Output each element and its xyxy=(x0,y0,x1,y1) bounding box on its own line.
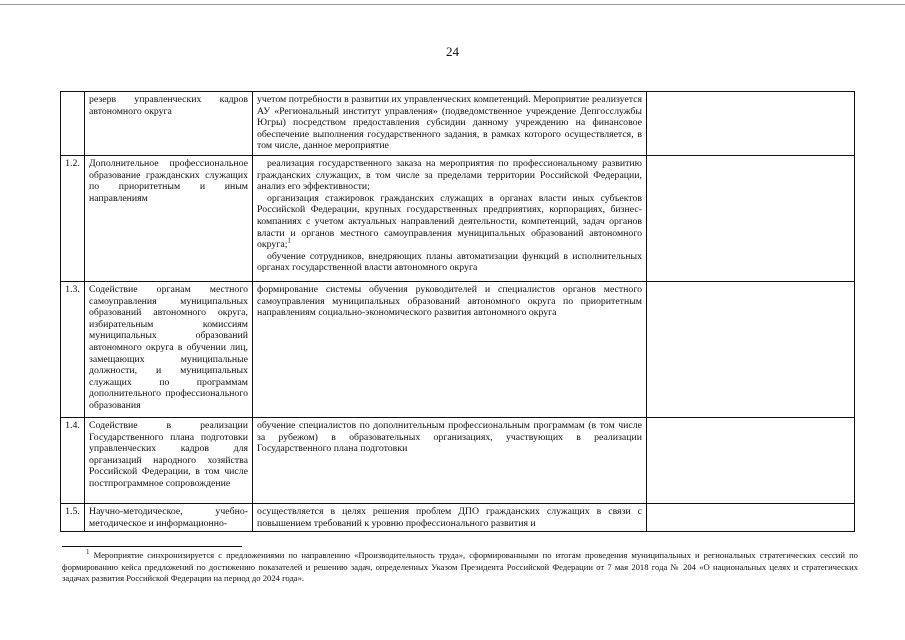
activity-description xyxy=(253,504,647,532)
empty-cell xyxy=(647,92,855,156)
table-row xyxy=(61,282,855,418)
footnote-text: Мероприятие синхронизируется с предложениями по направлению «Производительность труда», сформированными по итогам проведения муниципальных и региональных стратегических сессий по формированию кейса предложений по достижению показателей и решению задач, определенных Указом Президента Российской Федерации от 7 мая 2018 года № 204 «О национальных целях и стратегических задачах развития Российской Федерации на период до 2024 года». xyxy=(62,550,858,583)
row-number: 1.5. xyxy=(61,504,85,532)
table-row xyxy=(61,418,855,504)
table-row xyxy=(61,92,855,156)
description-paragraph: реализация государственного заказа на мероприятия по профессиональному развитию гражданских служащих, в том числе за пределами территории Российской Федерации, анализ его эффективности; xyxy=(257,158,642,193)
activity-description xyxy=(253,282,647,418)
top-edge-line xyxy=(0,4,905,5)
activity-name: резерв управленческих кадров автономного округа xyxy=(85,92,253,156)
description-paragraph: учетом потребности в развитии их управленческих компетенций. Мероприятие реализуется АУ «Региональный институт управления» (подведомственное учреждение Депгосслужбы Югры) посредством предоставления субсидии данному учреждению на финансовое обеспечение выполнения государственного задания, в рамках которого осуществляется, в том числе, данное мероприятие xyxy=(257,94,642,152)
activity-name: Содействие в реализации Государственного плана подготовки управленческих кадров для организаций народного хозяйства Российской Федерации, в том числе постпрограммное сопровождение xyxy=(85,418,253,504)
description-paragraph: обучение сотрудников, внедряющих планы автоматизации функций в исполнительных органах государственной власти автономного округа xyxy=(257,250,642,274)
table-row xyxy=(61,504,855,532)
row-number: 1.4. xyxy=(61,418,85,504)
footnote-separator xyxy=(62,546,242,547)
row-number: 1.2. xyxy=(61,156,85,282)
description-paragraph: формирование системы обучения руководителей и специалистов органов местного самоуправления муниципальных образований автономного округа по приоритетным направлениям социально-экономического развития автономного округа xyxy=(257,284,642,319)
empty-cell xyxy=(647,418,855,504)
empty-cell xyxy=(647,504,855,532)
description-paragraph: обучение специалистов по дополнительным профессиональным программам (в том числе за рубежом) в образовательных организациях, участвующих в реализации Государственного плана подготовки xyxy=(257,420,642,455)
activity-description xyxy=(253,92,647,156)
activity-name: Научно-методическое, учебно-методическое и информационно- xyxy=(85,504,253,532)
empty-cell xyxy=(647,156,855,282)
footnote xyxy=(62,550,858,585)
description-text: организация стажировок гражданских служащих в органах власти иных субъектов Российской Федерации, крупных государственных предприятиях, корпорациях, бизнес-компаниях с учетом актуальных направлений деятельности, компетенций, задач органов власти и органов местного самоуправления муниципальных образований автономного округа; xyxy=(257,192,642,251)
activity-description xyxy=(253,156,647,282)
row-number: 1.3. xyxy=(61,282,85,418)
activity-name: Дополнительное профессиональное образование гражданских служащих по приоритетным и иным направлениям xyxy=(85,156,253,282)
footnote-reference: 1 xyxy=(287,236,291,245)
description-paragraph xyxy=(257,193,642,251)
activity-name: Содействие органам местного самоуправления муниципальных образований автономного округа, избирательным комиссиям муниципальных образований автономного округа в обучении лиц, замещающих муниципальные должности, и муниципальных служащих по программам дополнительного профессионального образования xyxy=(85,282,253,418)
page-number: 24 xyxy=(446,44,459,59)
activity-description xyxy=(253,418,647,504)
row-number xyxy=(61,92,85,156)
description-paragraph: осуществляется в целях решения проблем ДПО гражданских служащих в связи с повышением требований к уровню профессионального развития и xyxy=(257,506,642,529)
empty-cell xyxy=(647,282,855,418)
footnote-marker: 1 xyxy=(86,548,90,557)
activities-table xyxy=(60,91,855,532)
table-row xyxy=(61,156,855,282)
